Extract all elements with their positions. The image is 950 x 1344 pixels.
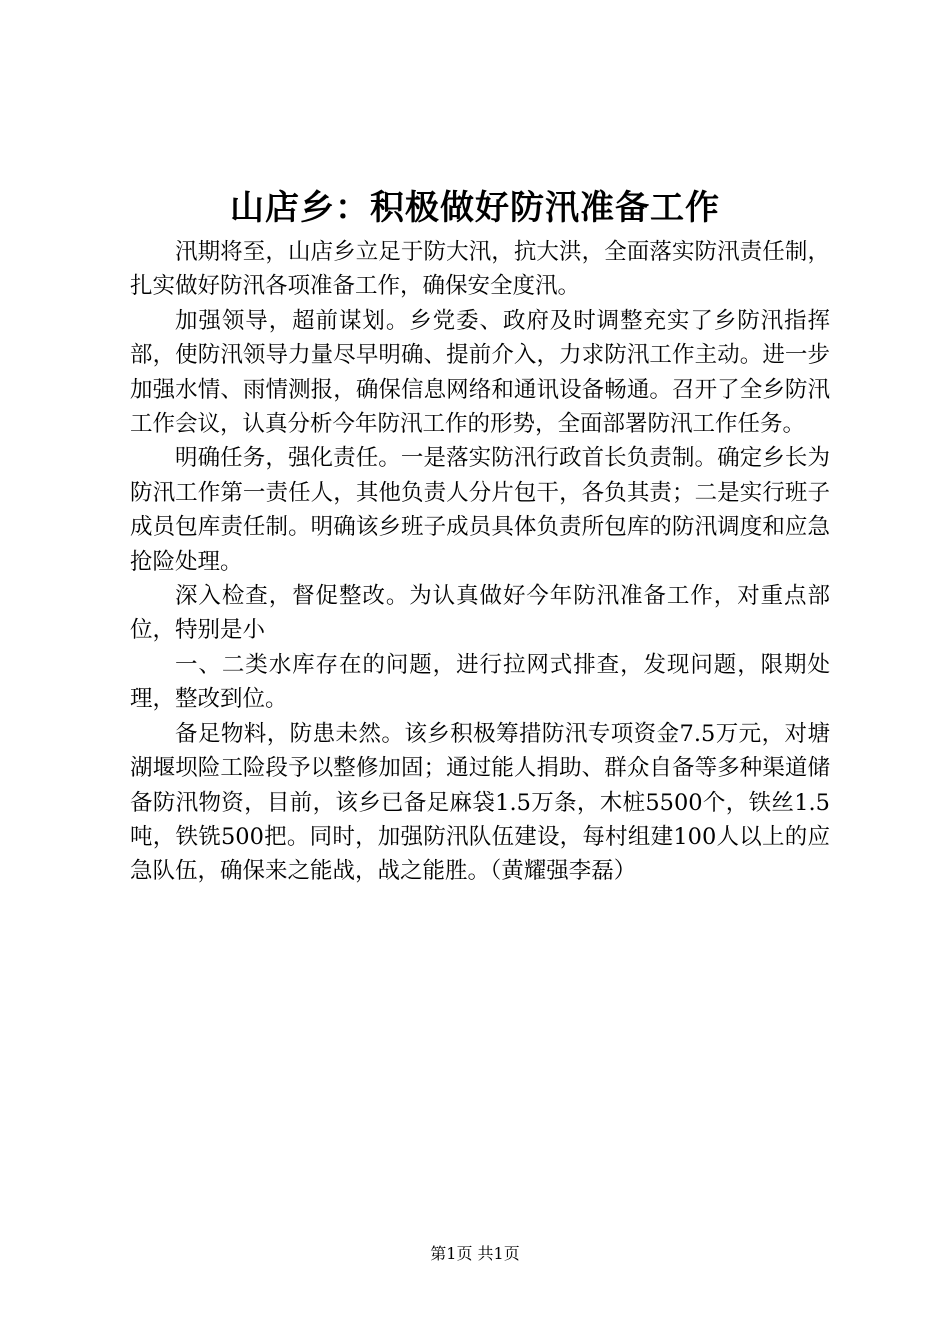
- paragraph-responsibility: 明确任务，强化责任。一是落实防汛行政首长负责制。确定乡长为防汛工作第一责任人，其他负责人分片包干，各负其责；二是实行班子成员包库责任制。明确该乡班子成员具体负责所包库的防汛调度和应急抢险处理。: [130, 445, 830, 575]
- paragraph-reservoirs: 一、二类水库存在的问题，进行拉网式排查，发现问题，限期处理，整改到位。: [130, 651, 830, 713]
- paragraph-leadership: 加强领导，超前谋划。乡党委、政府及时调整充实了乡防汛指挥部，使防汛领导力量尽早明确、提前介入，力求防汛工作主动。进一步加强水情、雨情测报，确保信息网络和通讯设备畅通。召开了全乡防汛工作会议，认真分析今年防汛工作的形势，全面部署防汛工作任务。: [130, 307, 830, 438]
- document-title: 山店乡：积极做好防汛准备工作: [230, 188, 720, 228]
- paragraph-inspection: 深入检查，督促整改。为认真做好今年防汛准备工作，对重点部位，特别是小: [130, 583, 830, 644]
- document-body: [130, 235, 830, 889]
- page-number-footer: 第1页 共1页: [430, 1244, 520, 1263]
- paragraph-materials: 备足物料，防患未然。该乡积极筹措防汛专项资金7.5万元，对塘湖堰坝险工险段予以整修加固；通过能人捐助、群众自备等多种渠道储备防汛物资，目前，该乡已备足麻袋1.5万条，木桩5500个，铁丝1.5吨，铁铣500把。同时，加强防汛队伍建设，每村组建100人以上的应急队伍，确保来之能战，战之能胜。（黄耀强李磊）: [130, 720, 830, 885]
- paragraph-intro: 汛期将至，山店乡立足于防大汛，抗大洪，全面落实防汛责任制，扎实做好防汛各项准备工作，确保安全度汛。: [130, 239, 830, 300]
